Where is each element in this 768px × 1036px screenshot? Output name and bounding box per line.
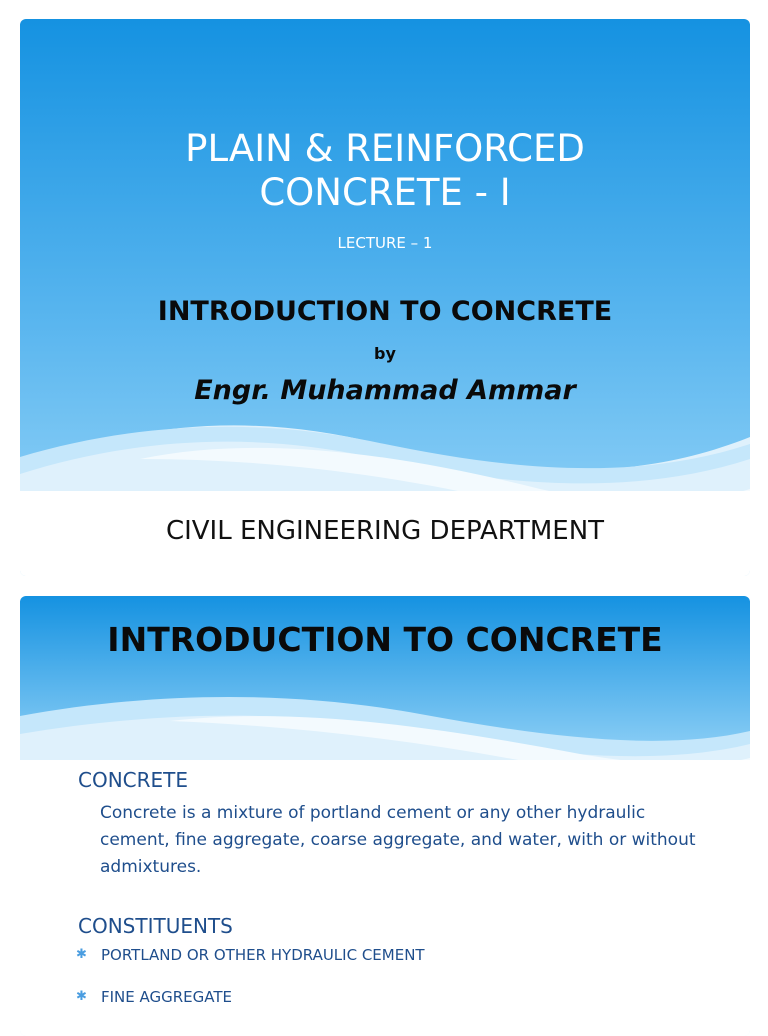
- presentation-subtitle: INTRODUCTION TO CONCRETE: [157, 296, 613, 327]
- asterisk-bullet-icon: ✱: [76, 989, 87, 1004]
- section-heading-constituents: CONSTITUENTS: [78, 914, 233, 938]
- by-label: by: [374, 344, 396, 363]
- slide-title: INTRODUCTION TO CONCRETE: [107, 620, 663, 659]
- department-name: CIVIL ENGINEERING DEPARTMENT: [165, 516, 605, 546]
- list-item-text: FINE AGGREGATE: [101, 988, 233, 1006]
- concrete-definition: Concrete is a mixture of portland cement or any other hydraulic cement, fine aggregate, coarse aggregate, and water, with or without admixtures.: [100, 803, 696, 877]
- slide-2: [20, 596, 750, 1036]
- author-name: Engr. Muhammad Ammar: [194, 375, 576, 406]
- section-heading-concrete: CONCRETE: [78, 768, 189, 792]
- list-item-text: PORTLAND OR OTHER HYDRAULIC CEMENT: [101, 946, 425, 964]
- title-line-2: CONCRETE - I: [259, 171, 511, 214]
- slide-1: [20, 19, 750, 576]
- asterisk-bullet-icon: ✱: [76, 947, 87, 962]
- title-line-1: PLAIN & REINFORCED: [185, 127, 585, 170]
- lecture-label: LECTURE – 1: [337, 234, 433, 252]
- presentation-title: [20, 127, 750, 215]
